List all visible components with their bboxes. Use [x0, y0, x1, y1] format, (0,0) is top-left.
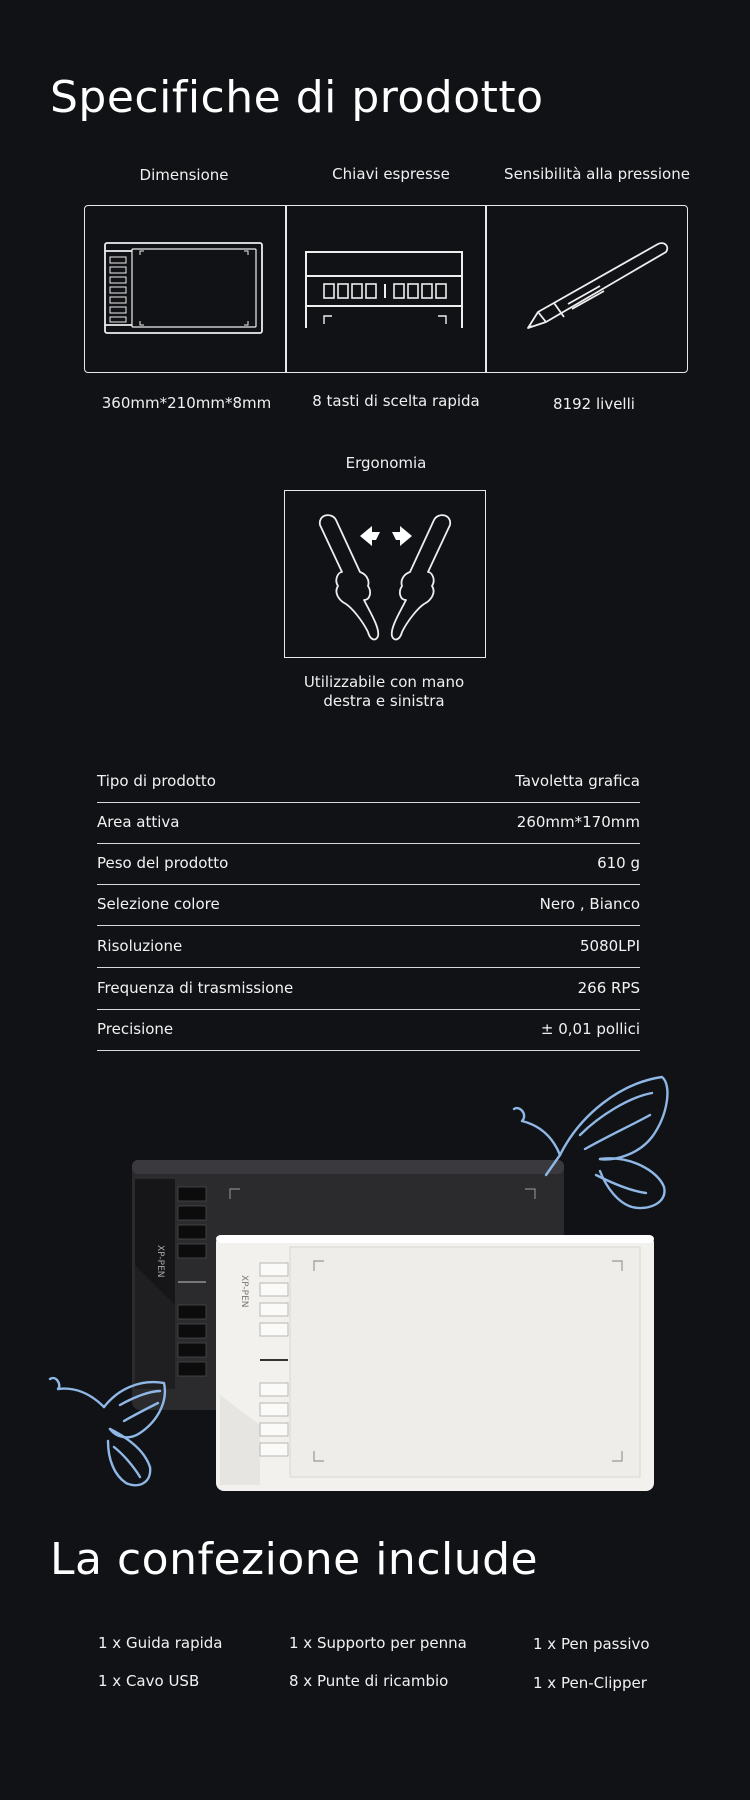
table-row	[97, 927, 640, 968]
box-divider	[485, 206, 487, 372]
table-row	[97, 1010, 640, 1051]
ergonomics-label: Ergonomia	[345, 454, 427, 472]
spec-value: 260mm*170mm	[516, 813, 640, 831]
spec-key: Tipo di prodotto	[97, 772, 216, 790]
spec-value: 266 RPS	[577, 979, 640, 997]
package-item: 8 x Punte di ricambio	[289, 1672, 449, 1690]
product-image	[40, 1075, 710, 1515]
table-row	[97, 803, 640, 844]
spec-key: Risoluzione	[97, 937, 183, 955]
table-row	[97, 969, 640, 1010]
table-row	[97, 762, 640, 803]
express-keys-icon	[300, 240, 470, 335]
package-item: 1 x Pen-Clipper	[533, 1674, 647, 1692]
ergonomics-value-line2: destra e sinistra	[323, 692, 445, 710]
spec-value: 5080LPI	[580, 937, 640, 955]
package-title: La confezione include	[50, 1534, 539, 1585]
spec-key: Selezione colore	[97, 895, 220, 913]
spec-value: ± 0,01 pollici	[540, 1020, 640, 1038]
stylus-pen-icon	[520, 238, 680, 334]
feature-value-express-keys: 8 tasti di scelta rapida	[312, 392, 480, 410]
feature-label-express-keys: Chiavi espresse	[332, 165, 450, 183]
spec-key: Area attiva	[97, 813, 180, 831]
package-item: 1 x Cavo USB	[98, 1672, 200, 1690]
package-item: 1 x Supporto per penna	[289, 1634, 467, 1652]
brand-logo: XP-PEN	[155, 1245, 165, 1278]
feature-value-pressure: 8192 livelli	[553, 395, 635, 413]
ergonomics-value-line1: Utilizzabile con mano	[303, 673, 465, 691]
white-tablet	[216, 1235, 654, 1491]
box-divider	[285, 206, 287, 372]
specs-title: Specifiche di prodotto	[50, 72, 544, 123]
feature-label-dimension: Dimensione	[139, 166, 229, 184]
package-item: 1 x Guida rapida	[98, 1634, 223, 1652]
feature-value-dimension: 360mm*210mm*8mm	[101, 394, 272, 412]
tablet-outline-icon	[100, 235, 270, 340]
spec-key: Peso del prodotto	[97, 854, 229, 872]
feature-label-pressure: Sensibilità alla pressione	[504, 165, 690, 183]
table-row	[97, 885, 640, 926]
spec-key: Frequenza di trasmissione	[97, 979, 294, 997]
left-right-hand-icon	[300, 500, 470, 650]
spec-key: Precisione	[97, 1020, 174, 1038]
package-item: 1 x Pen passivo	[533, 1635, 650, 1653]
spec-value: Nero , Bianco	[539, 895, 640, 913]
spec-value: 610 g	[597, 854, 640, 872]
spec-value: Tavoletta grafica	[515, 772, 640, 790]
table-row	[97, 844, 640, 885]
brand-logo-white: XP-PEN	[239, 1275, 249, 1308]
